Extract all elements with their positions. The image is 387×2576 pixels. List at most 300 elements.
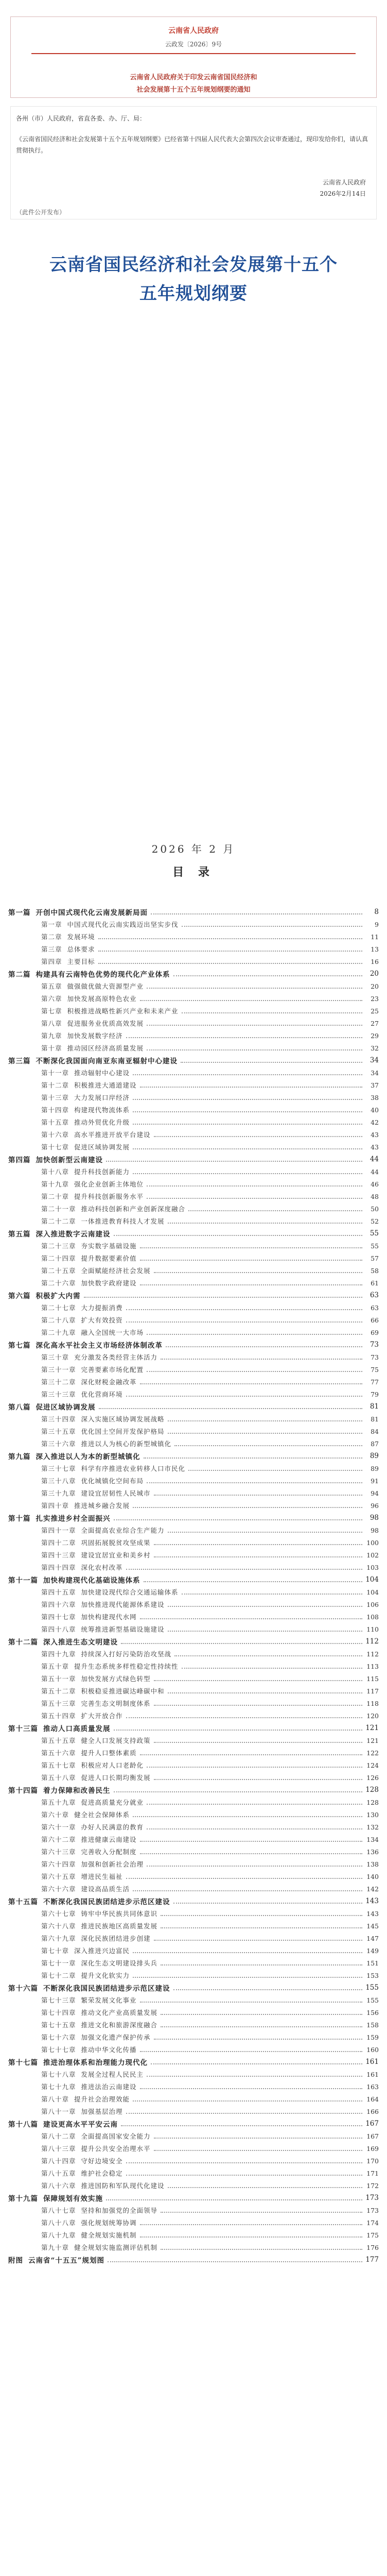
toc-chapter-entry[interactable] (8, 1462, 379, 1475)
toc-dot-leader (161, 2249, 362, 2250)
toc-page-number: 121 (365, 1724, 379, 1732)
toc-chapter-entry[interactable] (8, 1994, 379, 2006)
toc-entry-number: 第十五篇 (8, 1898, 38, 1906)
toc-entry-label (41, 920, 179, 929)
toc-chapter-entry[interactable] (8, 2155, 379, 2167)
toc-entry-number: 第七篇 (8, 1342, 31, 1350)
toc-dot-leader (126, 1396, 362, 1397)
toc-entry-label (41, 1365, 144, 1374)
toc-page-number: 43 (371, 1143, 379, 1151)
toc-entry-title: 健全规划实施机制 (81, 2231, 137, 2239)
toc-entry-number: 第六十一章 (41, 1823, 76, 1831)
toc-chapter-entry[interactable] (8, 1202, 379, 1215)
toc-chapter-entry[interactable] (8, 2006, 379, 2019)
toc-dot-leader (182, 926, 362, 927)
toc-part-entry[interactable] (8, 1784, 379, 1796)
toc-entry-title: 深入实施区域协调发展战略 (81, 1415, 165, 1423)
toc-entry-label (41, 1031, 123, 1040)
cover-date: 2026 年 2 月 (151, 843, 236, 855)
toc-entry-label (41, 1624, 165, 1634)
toc-entry-label (41, 1204, 185, 1213)
toc-chapter-entry[interactable] (8, 943, 379, 955)
toc-chapter-entry[interactable] (8, 1314, 379, 1326)
toc-chapter-entry[interactable] (8, 1957, 379, 1969)
toc-dot-leader (154, 1705, 362, 1706)
toc-entry-number: 第十八章 (41, 1168, 69, 1176)
toc-chapter-entry[interactable] (8, 1425, 379, 1437)
toc-dot-leader (140, 1247, 362, 1248)
toc-page-number: 43 (371, 1130, 379, 1139)
toc-entry-title: 深化高水平社会主义市场经济体制改革 (36, 1342, 163, 1350)
toc-chapter-entry[interactable] (8, 1475, 379, 1487)
toc-part-entry[interactable] (8, 1153, 379, 1165)
toc-entry-title: 全面提高农业综合生产能力 (81, 1527, 165, 1534)
toc-entry-number: 第十篇 (8, 1515, 31, 1523)
toc-chapter-entry[interactable] (8, 2080, 379, 2093)
toc-entry-title: 大力提振消费 (81, 1304, 123, 1312)
toc-chapter-entry[interactable] (8, 1066, 379, 1079)
toc-chapter-entry[interactable] (8, 1969, 379, 1981)
toc-chapter-entry[interactable] (8, 1264, 379, 1277)
toc-dot-leader (140, 1087, 362, 1088)
toc-part-entry[interactable] (8, 1400, 379, 1413)
toc-page-number: 153 (366, 1971, 379, 1979)
toc-entry-number: 第七十二章 (41, 1972, 76, 1979)
toc-dot-leader (161, 1915, 362, 1916)
toc-chapter-entry[interactable] (8, 1734, 379, 1747)
toc-page-number: 16 (371, 957, 379, 965)
toc-page-number: 34 (371, 1069, 379, 1077)
toc-entry-title: 深化民族团结进步创建 (81, 1935, 151, 1942)
toc-part-entry[interactable] (8, 1512, 379, 1524)
toc-page-number: 104 (366, 1588, 379, 1596)
toc-entry-title: 促进人口长期均衡发展 (81, 1774, 151, 1782)
toc-part-entry[interactable] (8, 1635, 379, 1648)
toc-entry-title: 强化规划统筹协调 (81, 2219, 137, 2227)
toc-chapter-entry[interactable] (8, 2179, 379, 2192)
toc-dot-leader (133, 1148, 362, 1149)
toc-chapter-entry[interactable] (8, 1549, 379, 1561)
toc-part-entry[interactable] (8, 2056, 379, 2068)
toc-page-number: 172 (366, 2181, 379, 2190)
toc-entry-label (41, 1835, 137, 1844)
toc-dot-leader (173, 1989, 363, 1990)
toc-page-number: 112 (365, 1637, 379, 1646)
toc-entry-label (41, 2082, 137, 2091)
toc-page-number: 122 (366, 1749, 379, 1757)
toc-entry-title: 推动外贸优化升级 (74, 1118, 130, 1126)
toc-chapter-entry[interactable] (8, 1437, 379, 1450)
toc-chapter-entry[interactable] (8, 2216, 379, 2229)
toc-entry-number: 第六十四章 (41, 1860, 76, 1868)
toc-entry-number: 第七十九章 (41, 2083, 76, 2091)
toc-entry-number: 第九篇 (8, 1453, 31, 1461)
toc-entry-label (41, 1847, 137, 1856)
toc-dot-leader (168, 1631, 362, 1632)
toc-entry-label (41, 1315, 123, 1325)
toc-entry-number: 第七十章 (41, 1947, 69, 1955)
toc-entry-title: 加快构建现代化基础设施体系 (43, 1577, 140, 1585)
toc-page-number: 57 (371, 1254, 379, 1262)
toc-dot-leader (133, 1099, 362, 1100)
toc-entry-label (41, 1798, 144, 1807)
toc-page-number: 143 (365, 1897, 379, 1905)
toc-entry-title: 主要目标 (67, 958, 95, 965)
toc-chapter-entry[interactable] (8, 1116, 379, 1128)
toc-entry-number: 第五十六章 (41, 1749, 76, 1757)
toc-entry-title: 构建现代物流体系 (74, 1106, 130, 1114)
toc-entry-label (41, 1587, 179, 1597)
toc-page-number: 136 (366, 1848, 379, 1856)
toc-entry-label (41, 2070, 144, 2079)
toc-entry-label (41, 1278, 137, 1287)
toc-dot-leader (161, 2212, 362, 2213)
toc-part-entry[interactable] (8, 2192, 379, 2204)
toc-entry-number: 第八十三章 (41, 2145, 76, 2153)
toc-entry-label (41, 1006, 179, 1015)
toc-chapter-entry[interactable] (8, 2093, 379, 2105)
toc-chapter-entry[interactable] (8, 1796, 379, 1808)
toc-chapter-entry[interactable] (8, 1252, 379, 1264)
toc-dot-leader (133, 1124, 362, 1125)
toc-part-entry[interactable] (8, 2117, 379, 2130)
toc-part-entry[interactable] (8, 1895, 379, 1907)
toc-chapter-entry[interactable] (8, 1165, 379, 1178)
toc-entry-title: 促进高质量充分就业 (81, 1799, 144, 1806)
toc-entry-label (41, 2144, 151, 2153)
toc-page-number: 25 (371, 1007, 379, 1015)
toc-chapter-entry[interactable] (8, 1524, 379, 1536)
toc-entry-number: 第三章 (41, 945, 62, 953)
toc-page-number: 9 (375, 920, 379, 928)
toc-chapter-entry[interactable] (8, 1277, 379, 1289)
toc-dot-leader (161, 1927, 362, 1928)
toc-page-number: 164 (366, 2095, 379, 2103)
toc-page-number: 120 (366, 1711, 379, 1720)
toc-entry-title: 不断深化我国民族团结进步示范区建设 (43, 1985, 170, 1993)
toc-chapter-entry[interactable] (8, 1029, 379, 1042)
toc-heading: 目 录 (172, 866, 215, 879)
toc-chapter-entry[interactable] (8, 2130, 379, 2142)
toc-chapter-entry[interactable] (8, 1685, 379, 1697)
toc-entry-title: 优化城镇化空间布局 (81, 1477, 144, 1485)
toc-entry-title: 维护社会稳定 (81, 2170, 123, 2177)
toc-entry-label (41, 2107, 123, 2116)
toc-chapter-entry[interactable] (8, 1413, 379, 1425)
toc-chapter-entry[interactable] (8, 1808, 379, 1821)
toc-chapter-entry[interactable] (8, 1499, 379, 1512)
toc-page-number: 115 (366, 1674, 379, 1683)
toc-chapter-entry[interactable] (8, 1845, 379, 1858)
toc-chapter-entry[interactable] (8, 1091, 379, 1104)
toc-chapter-entry[interactable] (8, 1759, 379, 1771)
toc-chapter-entry[interactable] (8, 1883, 379, 1895)
toc-page-number: 160 (366, 2045, 379, 2054)
toc-page-number: 40 (371, 1106, 379, 1114)
toc-chapter-entry[interactable] (8, 1920, 379, 1932)
toc-chapter-entry[interactable] (8, 1326, 379, 1338)
toc-entry-title: 办好人民满意的教育 (81, 1823, 144, 1831)
toc-chapter-entry[interactable] (8, 2229, 379, 2241)
toc-dot-leader (168, 1606, 362, 1607)
toc-entry-label (41, 2008, 157, 2017)
toc-chapter-entry[interactable] (8, 992, 379, 1005)
toc-entry-number: 第三十章 (41, 1353, 69, 1361)
toc-entry-label (8, 1574, 140, 1585)
toc-dot-leader (98, 951, 362, 952)
toc-entry-number: 第九十章 (41, 2244, 69, 2251)
toc-chapter-entry[interactable] (8, 2241, 379, 2253)
toc-chapter-entry[interactable] (8, 1079, 379, 1091)
toc-entry-number: 第五十五章 (41, 1737, 76, 1744)
toc-chapter-entry[interactable] (8, 1586, 379, 1598)
toc-page-number: 32 (371, 1044, 379, 1052)
toc-chapter-entry[interactable] (8, 1623, 379, 1635)
toc-chapter-entry[interactable] (8, 1042, 379, 1054)
toc-chapter-entry[interactable] (8, 2043, 379, 2056)
toc-page-number: 132 (366, 1823, 379, 1831)
toc-chapter-entry[interactable] (8, 1672, 379, 1685)
toc-part-entry[interactable] (8, 1722, 379, 1734)
toc-chapter-entry[interactable] (8, 1747, 379, 1759)
toc-part-entry[interactable] (8, 1338, 379, 1351)
toc-dot-leader (168, 1223, 362, 1224)
toc-entry-title: 繁荣发展文化事业 (81, 1996, 137, 2004)
toc-entry-title: 一体推进教育科技人才发展 (81, 1217, 165, 1225)
toc-page-number: 42 (371, 1118, 379, 1126)
toc-entry-number: 第二十一章 (41, 1205, 76, 1213)
toc-chapter-entry[interactable] (8, 1561, 379, 1573)
toc-entry-number: 第八十四章 (41, 2157, 76, 2165)
toc-chapter-entry[interactable] (8, 1376, 379, 1388)
toc-entry-title: 健全社会保障体系 (74, 1811, 130, 1819)
toc-entry-number: 第四十四章 (41, 1564, 76, 1571)
toc-dot-leader (174, 1655, 362, 1656)
toc-chapter-entry[interactable] (8, 1944, 379, 1957)
toc-entry-title: 积极应对人口老龄化 (81, 1761, 144, 1769)
toc-entry-title: 加快发展数字经济 (67, 1032, 123, 1040)
toc-entry-label (8, 1982, 170, 1993)
toc-entry-number: 第八十一章 (41, 2108, 76, 2115)
toc-chapter-entry[interactable] (8, 918, 379, 930)
toc-entry-number: 第七十六章 (41, 2033, 76, 2041)
toc-entry-number: 第五章 (41, 982, 62, 990)
toc-chapter-entry[interactable] (8, 1648, 379, 1660)
toc-dot-leader (147, 988, 362, 989)
toc-dot-leader (126, 1321, 362, 1323)
toc-dot-leader (140, 2002, 362, 2003)
toc-entry-title: 促进区域协调发展 (36, 1403, 96, 1412)
toc-entry-number: 第六十二章 (41, 1836, 76, 1843)
toc-entry-title: 积极推进大通道建设 (74, 1081, 137, 1089)
toc-dot-leader (98, 938, 362, 939)
toc-entry-number: 第四篇 (8, 1156, 31, 1164)
toc-entry-number: 第十一篇 (8, 1577, 38, 1585)
toc-dot-leader (140, 1618, 362, 1619)
toc-chapter-entry[interactable] (8, 1907, 379, 1920)
toc-chapter-entry[interactable] (8, 1697, 379, 1709)
toc-part-entry[interactable] (8, 1450, 379, 1462)
toc-part-entry[interactable] (8, 1054, 379, 1066)
toc-page-number: 63 (370, 1291, 379, 1299)
toc-chapter-entry[interactable] (8, 1388, 379, 1400)
toc-chapter-entry[interactable] (8, 1240, 379, 1252)
toc-chapter-entry[interactable] (8, 1536, 379, 1549)
toc-entry-number: 第五十三章 (41, 1700, 76, 1707)
toc-dot-leader (154, 1742, 362, 1743)
toc-chapter-entry[interactable] (8, 1858, 379, 1870)
toc-entry-number: 第五十九章 (41, 1799, 76, 1806)
toc-page-number: 171 (366, 2169, 379, 2177)
toc-chapter-entry[interactable] (8, 1611, 379, 1623)
toc-dot-leader (168, 1433, 362, 1434)
toc-entry-label (41, 1526, 165, 1535)
toc-chapter-entry[interactable] (8, 1363, 379, 1376)
toc-chapter-entry[interactable] (8, 1215, 379, 1227)
toc-entry-title: 科学有序推进农业转移人口市民化 (81, 1465, 186, 1472)
toc-page-number: 151 (366, 1959, 379, 1967)
toc-entry-number: 第四十六章 (41, 1601, 76, 1608)
toc-chapter-entry[interactable] (8, 2031, 379, 2043)
toc-dot-leader (154, 1495, 362, 1496)
toc-part-entry[interactable] (8, 968, 379, 980)
toc-entry-label (41, 2156, 123, 2165)
toc-part-entry[interactable] (8, 1289, 379, 1301)
toc-chapter-entry[interactable] (8, 2142, 379, 2155)
toc-chapter-entry[interactable] (8, 1301, 379, 1314)
toc-dot-leader (161, 1964, 362, 1965)
toc-chapter-entry[interactable] (8, 1821, 379, 1833)
toc-page-number: 63 (371, 1303, 379, 1312)
toc-entry-title: 总体要求 (67, 945, 95, 953)
toc-entry-number: 第十六篇 (8, 1985, 38, 1993)
toc-dot-leader (154, 2150, 362, 2151)
toc-chapter-entry[interactable] (8, 1104, 379, 1116)
toc-entry-number: 第二十二章 (41, 1217, 76, 1225)
toc-chapter-entry[interactable] (8, 1709, 379, 1722)
toc-entry-title: 推动园区经济高质量发展 (67, 1044, 144, 1052)
toc-page-number: 106 (366, 1600, 379, 1608)
toc-dot-leader (140, 1284, 362, 1285)
toc-entry-label (41, 2168, 123, 2178)
toc-entry-title: 推动辐射中心建设 (74, 1069, 130, 1077)
toc-dot-leader (154, 1779, 362, 1780)
toc-entry-number: 第六十五章 (41, 1873, 76, 1880)
toc-chapter-entry[interactable] (8, 1771, 379, 1784)
toc-entry-label (8, 1636, 118, 1647)
toc-chapter-entry[interactable] (8, 1598, 379, 1611)
toc-part-entry[interactable] (8, 1227, 379, 1240)
toc-entry-title: 加快数字政府建设 (81, 1279, 137, 1287)
toc-entry-label (8, 1340, 163, 1350)
toc-entry-label (41, 1662, 179, 1671)
toc-entry-title: 健全规划实施监测评估机制 (74, 2244, 158, 2251)
toc-page-number: 73 (371, 1353, 379, 1361)
toc-chapter-entry[interactable] (8, 2068, 379, 2080)
toc-chapter-entry[interactable] (8, 1017, 379, 1029)
toc-chapter-entry[interactable] (8, 2204, 379, 2216)
toc-chapter-entry[interactable] (8, 1487, 379, 1499)
toc-page-number: 98 (371, 1526, 379, 1534)
toc-part-entry[interactable] (8, 1981, 379, 1994)
toc-entry-number: 第三十八章 (41, 1477, 76, 1485)
toc-entry-label (41, 2131, 151, 2141)
toc-part-entry[interactable] (8, 906, 379, 918)
toc-dot-leader (168, 1692, 362, 1693)
toc-part-entry[interactable] (8, 1573, 379, 1586)
toc-chapter-entry[interactable] (8, 1005, 379, 1017)
toc-chapter-entry[interactable] (8, 1932, 379, 1944)
toc-entry-label (41, 2032, 151, 2042)
toc-page-number: 79 (371, 1390, 379, 1398)
toc-dot-leader (181, 1062, 362, 1063)
toc-dot-leader (133, 1816, 362, 1817)
toc-chapter-entry[interactable] (8, 1351, 379, 1363)
toc-part-entry[interactable] (8, 2253, 379, 2266)
toc-page-number: 138 (366, 1860, 379, 1868)
toc-entry-title: 加强基层治理 (81, 2108, 123, 2115)
toc-entry-label (41, 2230, 137, 2240)
toc-page-number: 34 (370, 1056, 379, 1064)
toc-page-number: 103 (366, 1563, 379, 1571)
toc-entry-number: 第八十二章 (41, 2132, 76, 2140)
toc-chapter-entry[interactable] (8, 1190, 379, 1202)
toc-entry-number: 第三十五章 (41, 1428, 76, 1435)
toc-chapter-entry[interactable] (8, 1141, 379, 1153)
toc-entry-number: 第十一章 (41, 1069, 69, 1077)
toc-chapter-entry[interactable] (8, 1870, 379, 1883)
toc-page-number: 134 (366, 1835, 379, 1843)
toc-entry-label (41, 1352, 157, 1362)
toc-entry-number: 第三十四章 (41, 1415, 76, 1423)
toc-dot-leader (151, 913, 362, 914)
toc-entry-title: 保障规划有效实施 (43, 2195, 103, 2203)
toc-entry-label (41, 1488, 151, 1498)
toc-entry-number: 第二十八章 (41, 1316, 76, 1324)
toc-entry-number: 第四十三章 (41, 1551, 76, 1559)
toc-page-number: 159 (366, 2033, 379, 2041)
toc-chapter-entry[interactable] (8, 1660, 379, 1672)
toc-chapter-entry[interactable] (8, 2019, 379, 2031)
toc-chapter-entry[interactable] (8, 2105, 379, 2117)
toc-entry-label (41, 1909, 157, 1918)
toc-entry-number: 第十五章 (41, 1118, 69, 1126)
toc-page-number: 161 (366, 2070, 379, 2078)
toc-chapter-entry[interactable] (8, 930, 379, 943)
toc-entry-number: 第十章 (41, 1044, 62, 1052)
toc-chapter-entry[interactable] (8, 2167, 379, 2179)
letter-paragraph: 《云南省国民经济和社会发展第十五个五年规划纲要》已经省第十四届人民代表大会第四次会议审查通过，现印发给你们，请认真贯彻执行。 (16, 135, 368, 154)
toc-entry-title: 融入全国统一大市场 (81, 1329, 144, 1336)
toc-chapter-entry[interactable] (8, 1833, 379, 1845)
toc-entry-label (41, 1377, 137, 1386)
toc-entry-label (41, 1859, 144, 1869)
toc-entry-label (41, 1649, 171, 1658)
toc-entry-label (8, 2057, 148, 2067)
toc-dot-leader (126, 1878, 362, 1879)
toc-entry-number: 第二十六章 (41, 1279, 76, 1287)
toc-entry-label (41, 1934, 151, 1943)
toc-chapter-entry[interactable] (8, 1178, 379, 1190)
toc-dot-leader (140, 1853, 362, 1854)
toc-chapter-entry[interactable] (8, 955, 379, 968)
toc-entry-number: 第二篇 (8, 971, 31, 979)
toc-entry-label (41, 1501, 130, 1510)
toc-page-number: 158 (366, 2021, 379, 2029)
toc-page-number: 156 (366, 2008, 379, 2016)
toc-chapter-entry[interactable] (8, 1128, 379, 1141)
toc-chapter-entry[interactable] (8, 980, 379, 992)
